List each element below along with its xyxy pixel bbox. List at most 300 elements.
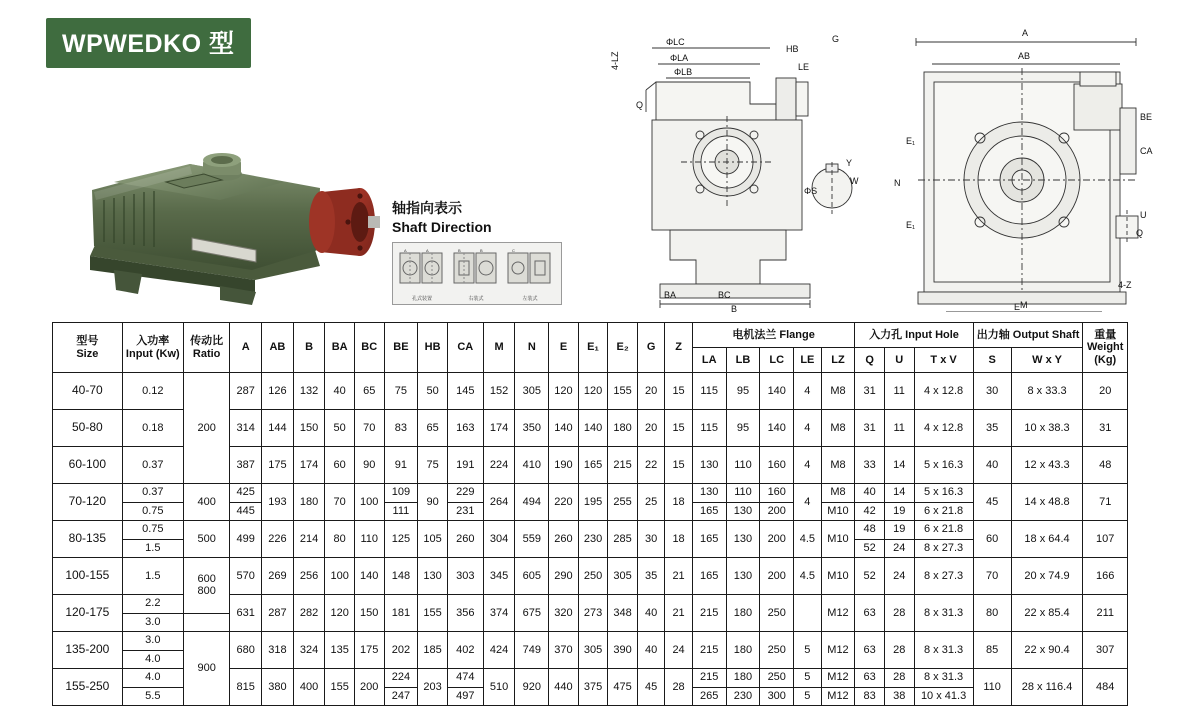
cell-BE: 224 [384,669,418,688]
cell-LZ: M12 [821,632,855,669]
cell-BA: 100 [325,558,355,595]
cell-LC: 140 [760,373,794,410]
cell-LE: 4 [794,484,821,521]
cell-input: 0.37 [122,447,183,484]
col-header-S: S [973,348,1011,373]
cell-G: 35 [637,558,664,595]
col-header-weight-cn: 重量 [1094,328,1117,341]
cell-U: 14 [884,484,914,503]
cell-E1: 195 [578,484,608,521]
cell-BA: 120 [325,595,355,632]
svg-text:ΦLA: ΦLA [670,53,689,63]
cell-weight: 107 [1083,521,1128,558]
cell-TV: 8 x 27.3 [914,539,973,558]
cell-S: 30 [973,373,1011,410]
cell-E1: 305 [578,632,608,669]
svg-text:M: M [1020,300,1028,310]
cell-G: 45 [637,669,664,706]
cell-BA: 60 [325,447,355,484]
col-header-AB: AB [262,323,294,373]
svg-text:HB: HB [786,44,799,54]
svg-text:G: G [832,34,840,44]
cell-LB: 95 [726,410,760,447]
cell-S: 40 [973,447,1011,484]
cell-BC: 110 [354,521,384,558]
cell-BE: 91 [384,447,418,484]
cell-weight: 20 [1083,373,1128,410]
cell-LZ: M8 [821,373,855,410]
cell-Q: 83 [855,687,885,706]
cell-Q: 31 [855,410,885,447]
col-header-WY: W x Y [1011,348,1083,373]
cell-BA: 40 [325,373,355,410]
cell-LA: 165 [692,502,726,521]
shaft-thumb-3-caption: 左装式 [522,295,538,302]
svg-text:A: A [426,247,429,253]
svg-text:E₁: E₁ [906,136,916,146]
cell-weight: 31 [1083,410,1128,447]
cell-Q: 42 [855,502,885,521]
cell-BE: 75 [384,373,418,410]
cell-BA: 155 [325,669,355,706]
svg-text:AB: AB [1018,51,1031,61]
svg-text:B: B [458,247,461,253]
cell-size: 70-120 [53,484,123,521]
cell-LC: 250 [760,669,794,688]
cell-U: 38 [884,687,914,706]
cell-weight: 48 [1083,447,1128,484]
cell-weight: 211 [1083,595,1128,632]
cell-BA: 50 [325,410,355,447]
cell-AB: 126 [262,373,294,410]
cell-LC: 160 [760,447,794,484]
cell-A: 570 [230,558,262,595]
cell-E2: 255 [608,484,638,521]
cell-HB: 65 [418,410,448,447]
spec-table [52,322,1128,706]
col-header-weight-unit: (Kg) [1094,353,1117,366]
cell-LE: 4 [794,410,821,447]
cell-BE: 109 [384,484,418,503]
svg-text:Q: Q [636,100,644,110]
shaft-direction-thumbnails [392,242,562,306]
svg-text:B: B [731,304,738,312]
cell-LZ: M10 [821,521,855,558]
svg-text:LE: LE [798,62,810,72]
col-header-E: E [549,323,579,373]
cell-AB: 318 [262,632,294,669]
cell-WY: 22 x 85.4 [1011,595,1083,632]
cell-AB: 175 [262,447,294,484]
cell-BC: 175 [354,632,384,669]
table-row [53,632,1128,651]
cell-G: 22 [637,447,664,484]
cell-E1: 140 [578,410,608,447]
cell-LB: 180 [726,632,760,669]
cell-E2: 390 [608,632,638,669]
cell-G: 25 [637,484,664,521]
svg-text:BE: BE [1140,112,1153,122]
cell-LZ: M12 [821,595,855,632]
cell-LA: 130 [692,484,726,503]
cell-HB: 130 [418,558,448,595]
cell-LA: 265 [692,687,726,706]
cell-Z: 24 [665,632,692,669]
cell-U: 28 [884,632,914,669]
technical-drawing-side [888,12,1168,312]
col-group-flange: 电机法兰 Flange [692,323,855,348]
cell-E: 260 [549,521,579,558]
cell-input: 1.5 [122,539,183,558]
technical-drawing-front [600,12,890,312]
col-header-E2: E₂ [608,323,638,373]
cell-A: 445 [230,502,262,521]
cell-size: 60-100 [53,447,123,484]
cell-size: 100-155 [53,558,123,595]
cell-G: 20 [637,373,664,410]
cell-A: 314 [230,410,262,447]
cell-size: 80-135 [53,521,123,558]
cell-Z: 15 [665,410,692,447]
col-header-Q: Q [855,348,885,373]
cell-LC: 250 [760,632,794,669]
cell-LE [794,595,821,632]
svg-text:BA: BA [664,290,677,300]
cell-LE: 5 [794,632,821,669]
cell-TV: 4 x 12.8 [914,373,973,410]
col-header-M: M [483,323,515,373]
cell-E: 190 [549,447,579,484]
cell-BC: 150 [354,595,384,632]
cell-LB: 180 [726,595,760,632]
cell-WY: 12 x 43.3 [1011,447,1083,484]
cell-TV: 5 x 16.3 [914,447,973,484]
cell-CA: 229 [447,484,483,503]
svg-text:E₁: E₁ [906,220,916,230]
cell-N: 494 [515,484,549,521]
cell-ratio-group-2 [183,484,229,521]
cell-LB: 95 [726,373,760,410]
cell-E1: 273 [578,595,608,632]
cell-Q: 63 [855,669,885,688]
col-header-weight-en: Weight [1086,341,1124,354]
cell-size: 50-80 [53,410,123,447]
cell-BA: 70 [325,484,355,521]
cell-LZ: M10 [821,502,855,521]
svg-text:N: N [894,178,901,188]
cell-E: 290 [549,558,579,595]
cell-CA: 231 [447,502,483,521]
col-header-ratio [183,323,229,373]
svg-text:4-Z: 4-Z [1118,280,1132,290]
cell-M: 424 [483,632,515,669]
cell-B: 400 [293,669,325,706]
cell-Q: 52 [855,539,885,558]
cell-LB: 110 [726,447,760,484]
shaft-thumb-1-caption: 孔式装置 [411,295,432,302]
cell-LZ: M8 [821,484,855,503]
cell-U: 28 [884,669,914,688]
cell-LB: 130 [726,502,760,521]
cell-N: 605 [515,558,549,595]
cell-ratio-group-4 [183,558,229,614]
shaft-thumb-2-caption: 右装式 [468,295,484,302]
col-header-N: N [515,323,549,373]
col-header-input-en: Input (Kw) [125,347,180,360]
cell-U: 19 [884,521,914,540]
cell-N: 675 [515,595,549,632]
cell-LA: 165 [692,558,726,595]
cell-M: 374 [483,595,515,632]
cell-input: 5.5 [122,687,183,706]
cell-BC: 140 [354,558,384,595]
cell-U: 28 [884,595,914,632]
col-header-input-cn: 入功率 [136,334,170,347]
col-header-weight [1083,323,1128,373]
cell-input: 2.2 [122,595,183,614]
col-group-input-hole: 入力孔 Input Hole [855,323,973,348]
cell-LC: 140 [760,410,794,447]
cell-weight: 71 [1083,484,1128,521]
cell-S: 80 [973,595,1011,632]
cell-HB: 50 [418,373,448,410]
shaft-thumb-1 [396,247,448,303]
cell-M: 224 [483,447,515,484]
cell-G: 40 [637,632,664,669]
cell-U: 19 [884,502,914,521]
col-header-BE: BE [384,323,418,373]
cell-input: 3.0 [122,632,183,651]
cell-E: 440 [549,669,579,706]
cell-LB: 130 [726,558,760,595]
cell-LC: 200 [760,502,794,521]
cell-TV: 6 x 21.8 [914,521,973,540]
cell-LC: 200 [760,558,794,595]
cell-U: 14 [884,447,914,484]
cell-HB: 203 [418,669,448,706]
cell-S: 60 [973,521,1011,558]
cell-E2: 305 [608,558,638,595]
cell-A: 287 [230,373,262,410]
cell-N: 749 [515,632,549,669]
col-header-B: B [293,323,325,373]
product-photo [70,130,380,305]
cell-LB: 130 [726,521,760,558]
cell-A: 387 [230,447,262,484]
cell-AB: 193 [262,484,294,521]
cell-LB: 110 [726,484,760,503]
page-title: WPWEDKO 型 [46,18,251,68]
col-header-TV: T x V [914,348,973,373]
cell-U: 24 [884,539,914,558]
cell-N: 410 [515,447,549,484]
cell-LA: 165 [692,521,726,558]
cell-BA: 135 [325,632,355,669]
cell-weight: 166 [1083,558,1128,595]
cell-M: 345 [483,558,515,595]
cell-TV: 4 x 12.8 [914,410,973,447]
cell-AB: 144 [262,410,294,447]
col-header-A: A [230,323,262,373]
cell-HB: 105 [418,521,448,558]
cell-WY: 18 x 64.4 [1011,521,1083,558]
cell-S: 85 [973,632,1011,669]
cell-input: 0.12 [122,373,183,410]
svg-text:U: U [1140,210,1147,220]
cell-WY: 10 x 38.3 [1011,410,1083,447]
cell-Z: 21 [665,558,692,595]
cell-AB: 269 [262,558,294,595]
cell-M: 264 [483,484,515,521]
ratio-600: 600 [197,572,216,585]
cell-LE: 4.5 [794,521,821,558]
cell-LZ: M10 [821,558,855,595]
cell-BE: 83 [384,410,418,447]
cell-AB: 287 [262,595,294,632]
cell-LA: 215 [692,669,726,688]
col-header-HB: HB [418,323,448,373]
cell-LE: 4 [794,373,821,410]
cell-TV: 6 x 21.8 [914,502,973,521]
cell-E1: 250 [578,558,608,595]
cell-WY: 22 x 90.4 [1011,632,1083,669]
ratio-800: 800 [197,585,216,598]
cell-CA: 474 [447,669,483,688]
col-header-LA: LA [692,348,726,373]
col-header-BC: BC [354,323,384,373]
svg-text:A: A [1022,28,1029,38]
cell-TV: 8 x 27.3 [914,558,973,595]
cell-CA: 402 [447,632,483,669]
svg-text:C: C [512,247,515,253]
cell-BE: 247 [384,687,418,706]
cell-U: 24 [884,558,914,595]
cell-input: 3.0 [122,613,183,632]
cell-Z: 18 [665,484,692,521]
cell-LZ: M8 [821,410,855,447]
cell-weight: 484 [1083,669,1128,706]
cell-N: 305 [515,373,549,410]
cell-HB: 90 [418,484,448,521]
cell-Q: 63 [855,595,885,632]
cell-Z: 15 [665,447,692,484]
cell-CA: 191 [447,447,483,484]
cell-N: 350 [515,410,549,447]
cell-E1: 230 [578,521,608,558]
col-header-LZ: LZ [821,348,855,373]
cell-G: 40 [637,595,664,632]
cell-U: 11 [884,410,914,447]
spec-table-container [52,322,1128,706]
col-header-U: U [884,348,914,373]
cell-A: 631 [230,595,262,632]
cell-M: 304 [483,521,515,558]
cell-TV: 5 x 16.3 [914,484,973,503]
col-header-LC: LC [760,348,794,373]
col-header-E1: E₁ [578,323,608,373]
table-row [53,558,1128,595]
cell-Q: 33 [855,447,885,484]
cell-B: 282 [293,595,325,632]
cell-LB: 180 [726,669,760,688]
cell-input: 4.0 [122,669,183,688]
col-header-G: G [637,323,664,373]
cell-LE: 4.5 [794,558,821,595]
svg-text:E: E [1014,302,1021,312]
cell-A: 499 [230,521,262,558]
cell-LA: 215 [692,632,726,669]
cell-BC: 100 [354,484,384,521]
cell-Z: 15 [665,373,692,410]
cell-B: 132 [293,373,325,410]
cell-G: 30 [637,521,664,558]
cell-HB: 155 [418,595,448,632]
shaft-thumb-1-icon [396,247,448,291]
cell-E2: 155 [608,373,638,410]
shaft-thumb-3-icon [504,247,556,291]
cell-AB: 226 [262,521,294,558]
cell-BC: 70 [354,410,384,447]
cell-Q: 52 [855,558,885,595]
cell-M: 152 [483,373,515,410]
shaft-thumb-2-icon [450,247,502,291]
cell-TV: 8 x 31.3 [914,632,973,669]
cell-BE: 111 [384,502,418,521]
cell-Q: 63 [855,632,885,669]
cell-E1: 165 [578,447,608,484]
cell-B: 150 [293,410,325,447]
svg-text:Q: Q [1136,228,1144,238]
table-row [53,484,1128,503]
cell-size: 120-175 [53,595,123,632]
cell-LZ: M8 [821,447,855,484]
cell-Q: 48 [855,521,885,540]
cell-BE: 181 [384,595,418,632]
table-row [53,373,1128,410]
cell-BE: 125 [384,521,418,558]
cell-size: 155-250 [53,669,123,706]
cell-WY: 14 x 48.8 [1011,484,1083,521]
cell-LZ: M12 [821,687,855,706]
col-header-LB: LB [726,348,760,373]
cell-CA: 260 [447,521,483,558]
svg-text:CA: CA [1140,146,1153,156]
cell-LZ: M12 [821,669,855,688]
cell-E2: 215 [608,447,638,484]
svg-text:Y: Y [846,158,853,168]
cell-Z: 18 [665,521,692,558]
svg-text:B: B [480,247,483,253]
col-header-ratio-cn: 传动比 [190,334,224,347]
shaft-thumb-3 [504,247,556,303]
cell-WY: 8 x 33.3 [1011,373,1083,410]
cell-E2: 180 [608,410,638,447]
svg-text:A: A [404,247,407,253]
cell-E2: 475 [608,669,638,706]
cell-WY: 20 x 74.9 [1011,558,1083,595]
cell-E: 320 [549,595,579,632]
cell-LE: 5 [794,669,821,688]
shaft-direction-block [392,200,562,305]
cell-E2: 348 [608,595,638,632]
svg-text:W: W [850,176,859,186]
shaft-direction-label-en: Shaft Direction [392,218,492,235]
cell-Z: 21 [665,595,692,632]
cell-input: 0.75 [122,502,183,521]
cell-ratio-group-1: 200 [183,373,229,484]
cell-input: 1.5 [122,558,183,595]
cell-ratio-group-5: 900 [183,632,229,706]
